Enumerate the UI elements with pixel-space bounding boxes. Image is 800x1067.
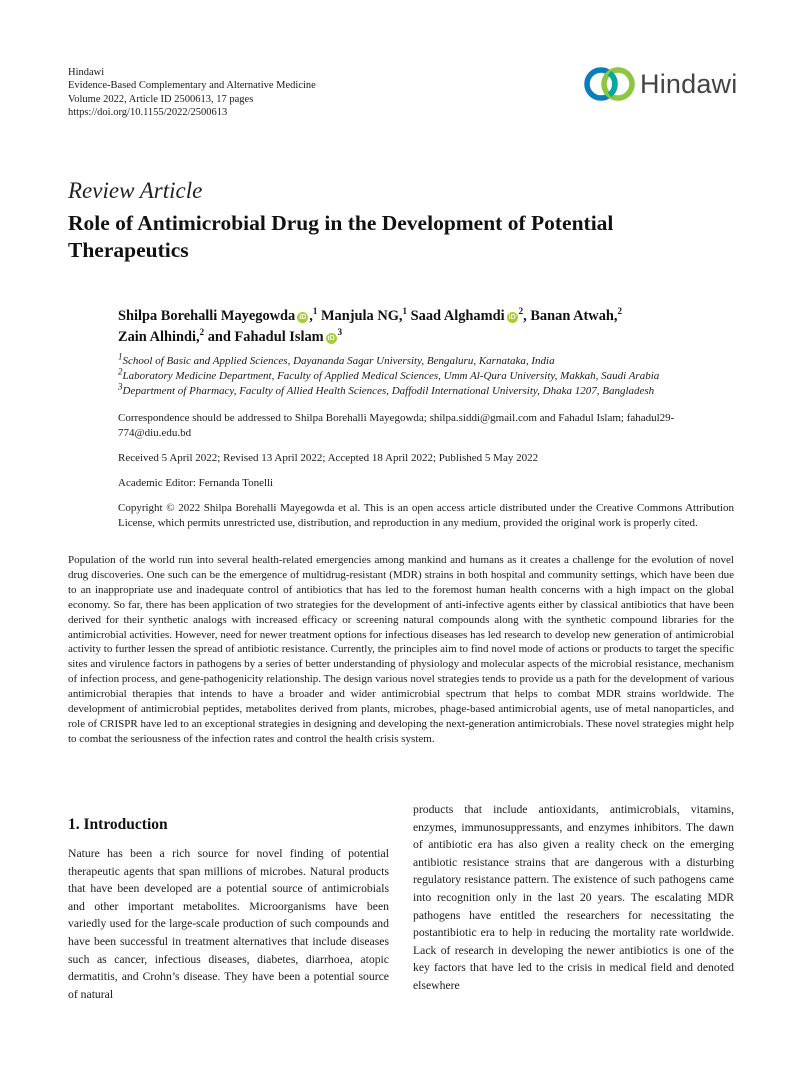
orcid-icon[interactable]: iD (508, 314, 516, 321)
copyright-notice: Copyright © 2022 Shilpa Borehalli Mayegowda et al. This is an open access article distributed under the Creative Commons Attribution License, which permits unrestricted use, distribution, and reproduction in any medium, provided the original work is properly cited. (118, 502, 734, 530)
section-heading-introduction: 1. Introduction (68, 816, 168, 833)
academic-editor: Academic Editor: Fernanda Tonelli (118, 477, 274, 489)
abstract: Population of the world run into several health-related emergencies among mankind and humans as it creates a challenge for the evolution of novel drug discoveries. One such can be the emergence of multidrug-resistant (MDR) strains in both hospital and community settings, which have been due to an inappropriate use and inadequate control of antibiotics that has led to the foremost human health concerns with a high impact on the global economy. So far, there has been application of two strategies for the development of anti-infective agents either by classical antibiotics that have been derived for their synthetic analogs with increased efficacy or screening natural compounds along with the synthetic compound libraries for the antimicrobial activities. However, need for newer treatment options for infectious diseases has led research to develop new generation of antimicrobial activity to further lessen the spread of antibiotic resistance. Currently, the principles aim to find novel mode of actions or products to target the specific sites and virulence factors in pathogens by a series of better understanding of physiology and molecular aspects of the microbial resistance, mechanism of infection process, and gene-pathogenicity relationship. The design various novel strategies tends to provide us a path for the development of various antimicrobial therapies that intends to have a broader and wider antimicrobial spectrum that helps to combat MDR strains worldwide. The development of antimicrobial peptides, metabolites derived from plants, microbes, phage-based antimicrobial agents, use of metal nanoparticles, and role of CRISPR have led to an exceptional strategies in designing and developing the next-generation antimicrobials. These novel strategies might help to combat the seriousness of the infection rates and control the health crisis system. (68, 554, 734, 745)
author-affiliation-number: 1 (312, 306, 318, 317)
hindawi-logo[interactable] (582, 62, 742, 106)
orcid-icon[interactable]: iD (299, 314, 307, 321)
author-affiliation-number: 2 (199, 327, 205, 338)
intro-left-column: Nature has been a rich source for novel finding of potential therapeutic agents that span millions of microbes. Natural products that have been developed are a potential source of antimicrobials and other important metabolites. Microorganisms have been variedly used for the large-scale production of such compounds and have been successful in treatment alternatives that include diseases such as cancer, infectious diseases, diabetes, diarrhoea, atopic dermatitis, and Crohn’s disease. They have been a potential source of natural (68, 847, 389, 1001)
correspondence: Correspondence should be addressed to Shilpa Borehalli Mayegowda; shilpa.siddi@gmail.com and Fahadul Islam; fahadul29-774@diu.edu.bd (118, 412, 675, 440)
publisher-name: Hindawi (68, 67, 105, 78)
author-affiliation-number: 2 (617, 306, 623, 317)
author-name: Shilpa Borehalli Mayegowda (118, 308, 296, 324)
journal-meta (68, 66, 316, 120)
intro-right-column: products that include antioxidants, antimicrobials, vitamins, enzymes, immunosuppressants, and enzymes inhibitors. The dawn of antibiotic era has also given a reality check on the emerging antibiotic resistance strains that are dangerous with a disturbing regulatory resistance pattern. The existence of such pathogens came into recognition only in the last 20 years. The escalating MDR pathogens have entitled the researchers for necessitating the postantibiotic era to help in reducing the mortality rate worldwide. Lack of research in developing the newer antibiotics is one of the key factors that have led to the crisis in medical field and denoted elsewhere (413, 803, 734, 992)
author-name: Banan Atwah, (530, 308, 618, 324)
author-name: Manjula NG, (320, 308, 403, 324)
logo-wordmark: Hindawi (640, 68, 738, 99)
journal-name: Evidence-Based Complementary and Alternative Medicine (68, 80, 316, 92)
author-affiliation-number: 2 (518, 306, 524, 317)
article-title: Role of Antimicrobial Drug in the Development of Potential Therapeutics (68, 211, 614, 262)
publication-dates: Received 5 April 2022; Revised 13 April 2022; Accepted 18 April 2022; Published 5 May 2022 (118, 452, 539, 464)
article-type: Review Article (68, 178, 203, 203)
author-name: and Fahadul Islam (207, 329, 324, 345)
affiliation-3: $^3$Department of Pharmacy, Faculty of Allied Health Sciences, Daffodil International University, Dhaka 1207, Bangladesh (118, 381, 655, 397)
author-list: Shilpa Borehalli Mayegowda iD ,$^1$ Manjula NG,$^1$ Saad Alghamdi $iD^2$, Banan Atwah,$^2$ Zain Alhindi,$^2$ and Fahadul Islam $iD^3$ (118, 306, 623, 345)
author-affiliation-number: 3 (337, 327, 343, 338)
author-name: Saad Alghamdi (410, 308, 505, 324)
hindawi-rings-icon (582, 64, 638, 104)
author-name: Zain Alhindi, (118, 329, 200, 345)
doi-link[interactable]: https://doi.org/10.1155/2022/2500613 (68, 107, 228, 119)
affiliation-1: $^1$School of Basic and Applied Sciences, Dayananda Sagar University, Bengaluru, Karnataka, India (118, 351, 555, 367)
author-affiliation-number: 1 (402, 306, 408, 317)
orcid-icon[interactable]: iD (327, 335, 335, 342)
affiliation-2: $^2$Laboratory Medicine Department, Faculty of Applied Medical Sciences, Umm Al-Qura University, Makkah, Saudi Arabia (118, 366, 660, 382)
affiliations (118, 351, 738, 399)
volume-line: Volume 2022, Article ID 2500613, 17 pages (68, 93, 254, 105)
